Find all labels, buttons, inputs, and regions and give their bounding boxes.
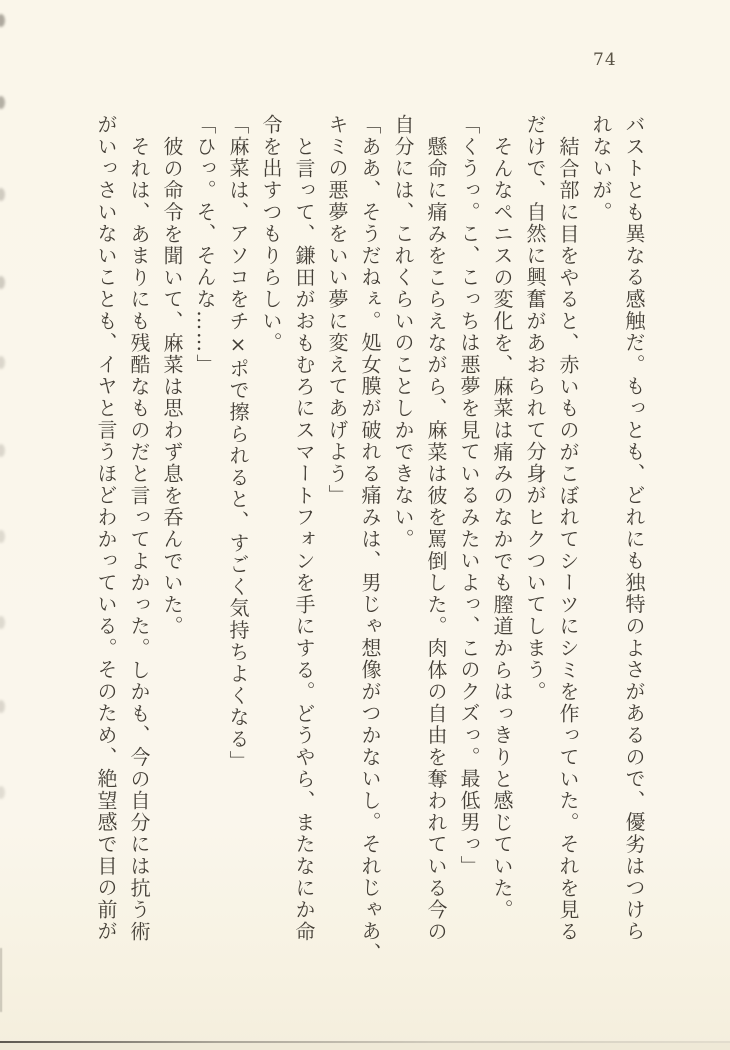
text-line: そんなペニスの変化を、麻菜は痛みのなかでも膣道からはっきりと感じていた。 xyxy=(490,136,514,921)
text-line: だけで、自然に興奮があおられて分身がヒクついてしまう。 xyxy=(523,114,547,703)
scan-mark xyxy=(0,616,5,629)
text-line: 「麻菜は、アソコをチ×ポで擦られると、すごく気持ちよくなる」 xyxy=(226,114,250,772)
scan-mark xyxy=(0,276,5,289)
page-number: 74 xyxy=(593,50,617,70)
text-line: と言って、鎌田がおもむろにスマートフォンを手にする。どうやら、またなにか命 xyxy=(292,136,316,943)
text-line: れないが。 xyxy=(589,114,613,223)
text-line: 「ひっ。そ、そんな……」 xyxy=(193,114,217,376)
scan-mark xyxy=(0,786,5,799)
scan-mark xyxy=(0,356,5,369)
text-line: 結合部に目をやると、赤いものがこぼれてシーツにシミを作っていた。それを見る xyxy=(556,136,580,943)
text-line: 懸命に痛みをこらえながら、麻菜は彼を罵倒した。肉体の自由を奪われている今の xyxy=(424,136,448,943)
text-line: 「くうっ。こ、こっちは悪夢を見ているみたいよっ、このクズっ。最低男っ」 xyxy=(457,114,481,877)
page-bottom-margin xyxy=(0,1043,730,1050)
scan-mark xyxy=(0,530,5,543)
scan-mark xyxy=(0,444,5,457)
text-line: がいっさいないことも、イヤと言うほどわかっている。そのため、絶望感で目の前が xyxy=(94,114,118,943)
text-line: 自分には、これくらいのことしかできない。 xyxy=(391,114,415,550)
text-line: バストとも異なる感触だ。もっとも、どれにも独特のよさがあるので、優劣はつけら xyxy=(622,114,646,943)
text-line: キミの悪夢をいい夢に変えてあげよう」 xyxy=(325,114,349,507)
text-line: 彼の命令を聞いて、麻菜は思わず息を呑んでいた。 xyxy=(160,136,184,638)
text-line: 「ああ、そうだねぇ。処女膜が破れる痛みは、男じゃ想像がつかないし。それじゃあ、 xyxy=(358,114,382,965)
binding-shadow xyxy=(0,948,2,1012)
text-line: それは、あまりにも残酷なものだと言ってよかった。しかも、今の自分には抗う術 xyxy=(127,136,151,943)
scan-mark xyxy=(0,14,5,27)
vertical-text-block xyxy=(89,114,650,976)
scan-mark xyxy=(0,96,5,109)
scan-mark xyxy=(0,188,5,201)
text-line: 令を出すつもりらしい。 xyxy=(259,114,283,354)
scan-mark xyxy=(0,700,5,713)
